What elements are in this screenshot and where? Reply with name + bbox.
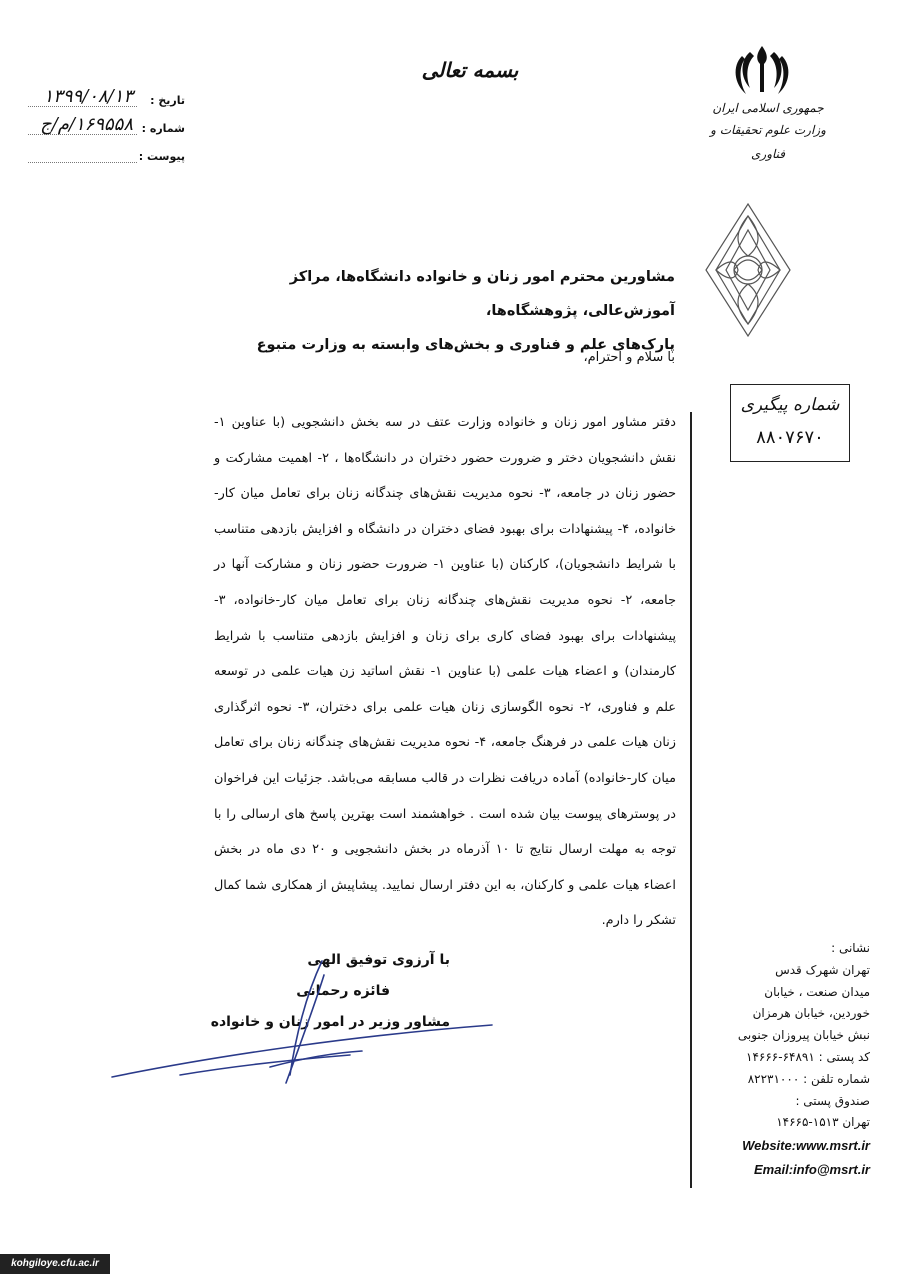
- attachment-row: [20, 142, 185, 170]
- greeting: با سلام و احترام،: [583, 350, 675, 365]
- tracking-value: ۸۸۰۷۶۷۰: [756, 427, 824, 448]
- signatory-name: فائزه رحمانی: [296, 983, 390, 999]
- address-line3: خوردین، خیابان هرمزان: [752, 1006, 870, 1021]
- date-value: ۱۳۹۹/۰۸/۱۳: [43, 86, 133, 107]
- address-line1: تهران شهرک قدس: [775, 962, 870, 977]
- islamic-ornament-icon: [698, 200, 798, 340]
- iran-emblem-icon: [732, 42, 792, 100]
- pobox-label: صندوق پستی :: [795, 1093, 870, 1108]
- ministry-name: [698, 98, 838, 166]
- signature-closing: با آرزوی توفیق الهی: [307, 952, 450, 968]
- date-row: [20, 86, 185, 114]
- website-link[interactable]: Website:www.msrt.ir: [742, 1138, 870, 1154]
- number-label: شماره :: [141, 122, 185, 135]
- vertical-divider: [690, 412, 692, 1188]
- address-block: [700, 938, 870, 1182]
- postal-code: کد پستی : ۶۴۸۹۱-۱۴۶۶۶: [746, 1049, 870, 1064]
- bismillah: بسمه تعالی: [421, 58, 519, 82]
- number-value: ۱۶۹۵۵۸/م/ج: [40, 114, 133, 135]
- addressee: [225, 260, 675, 362]
- addressee-line1: مشاورین محترم امور زنان و خانواده دانشگاه‌ها، مراکز آموزش‌عالی، پژوهشگاه‌ها،: [289, 269, 675, 319]
- handwritten-signature: [100, 955, 500, 1090]
- date-label: تاریخ :: [150, 94, 185, 107]
- email-link[interactable]: Email:info@msrt.ir: [754, 1162, 870, 1178]
- ministry-line2: وزارت علوم تحقیقات و فناوری: [710, 123, 826, 161]
- signatory-title: مشاور وزیر در امور زنان و خانواده: [210, 1014, 450, 1030]
- number-row: [20, 114, 185, 142]
- source-watermark: kohgiloye.cfu.ac.ir: [0, 1254, 110, 1274]
- tracking-label: شماره پیگیری: [740, 395, 840, 415]
- attachment-label: پیوست :: [138, 150, 185, 163]
- ministry-line1: جمهوری اسلامی ایران: [712, 101, 824, 115]
- addressee-line2: پارک‌های علم و فناوری و بخش‌های وابسته به وزارت متبوع: [256, 337, 675, 353]
- phone-number: شماره تلفن : ۸۲۲۳۱۰۰۰: [747, 1071, 870, 1086]
- dotted-line: [28, 162, 137, 163]
- pobox-value: تهران ۱۵۱۳-۱۴۶۶۵: [776, 1115, 870, 1130]
- letter-meta: [20, 86, 185, 170]
- address-line2: میدان صنعت ، خیابان: [764, 984, 870, 999]
- tracking-box: [730, 384, 850, 462]
- address-title: نشانی :: [831, 941, 870, 955]
- letter-body: دفتر مشاور امور زنان و خانواده وزارت عتف در سه بخش دانشجویی (با عناوین ۱- نقش دانشجویان دختر و ضرورت حضور دختران در دانشگاه‌ها ، ۲- اهمیت مشارکت و حضور زنان در جامعه، ۳- نحوه مدیریت نقش‌های چندگانه زنان برای تعامل میان کار-خانواده، ۴- پیشنهادات برای بهبود فضای دختران در دانشگاه و افزایش بازدهی متناسب با شرایط دانشجویان)، کارکنان (با عناوین ۱- ضرورت حضور زنان و مشارکت آنها در جامعه، ۲- نحوه مدیریت نقش‌های چندگانه زنان برای تعامل میان کار-خانواده، ۳-پیشنهادات برای بهبود فضای کاری برای زنان و افزایش بازدهی متناسب با شرایط کارمندان) و اعضاء هیات علمی (با عناوین ۱- نقش اساتید زن هیات علمی در توسعه علم و فناوری، ۲- نحوه الگوسازی زنان هیات علمی برای دختران، ۳- نحوه اثرگذاری زنان هیات علمی در فرهنگ جامعه، ۴- نحوه مدیریت نقش‌های چندگانه زنان برای تعامل میان کار-خانواده) آماده دریافت نظرات در قالب مسابقه می‌باشد. جزئیات این فراخوان در پوسترهای پیوست بیان شده است . خواهشمند است بهترین پاسخ های ارسالی را با توجه به مهلت ارسال نتایج تا ۱۰ آذرماه در بخش دانشجویی و ۲۰ دی ماه در بخش اعضاء هیات علمی و کارکنان، به این دفتر ارسال نمایید. پیشاپیش از همکاری شما کمال تشکر را دارم.: [214, 415, 677, 929]
- address-line4: نبش خیابان پیروزان جنوبی: [737, 1028, 870, 1043]
